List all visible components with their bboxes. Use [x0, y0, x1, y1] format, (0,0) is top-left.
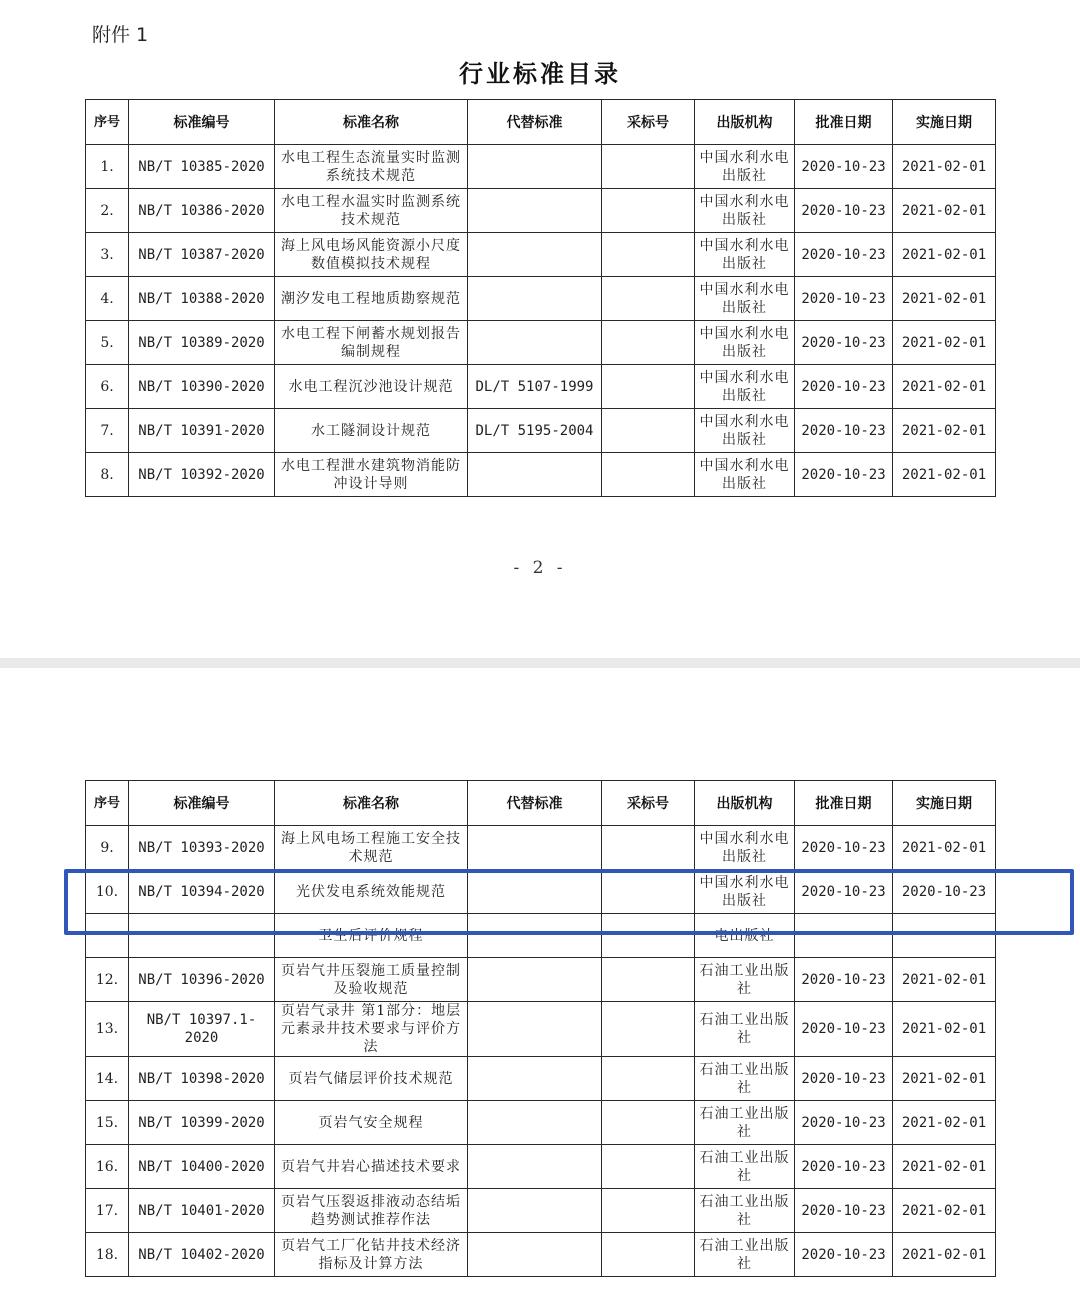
cell-publisher: 中国水利水电出版社 — [695, 321, 795, 365]
cell-replaced — [468, 321, 602, 365]
table-row — [86, 409, 996, 453]
table-row — [86, 1002, 996, 1057]
table-row — [86, 277, 996, 321]
cell-name: 潮汐发电工程地质勘察规范 — [275, 277, 468, 321]
header-publisher: 出版机构 — [695, 100, 795, 145]
cell-replaced — [468, 1101, 602, 1145]
table-row — [86, 1057, 996, 1101]
cell-adopted — [602, 1101, 695, 1145]
cell-code: NB/T 10391-2020 — [129, 409, 275, 453]
cell-implementation: 2021-02-01 — [893, 189, 996, 233]
header-name: 标准名称 — [275, 100, 468, 145]
standards-table-page-2 — [85, 780, 996, 1277]
cell-approval: 2020-10-23 — [795, 365, 893, 409]
cell-approval: 2020-10-23 — [795, 277, 893, 321]
cell-name: 海上风电场风能资源小尺度数值模拟技术规程 — [275, 233, 468, 277]
cell-adopted — [602, 233, 695, 277]
cell-code: NB/T 10390-2020 — [129, 365, 275, 409]
cell-implementation: 2021-02-01 — [893, 826, 996, 870]
cell-seq: 3. — [86, 233, 129, 277]
cell-name: 页岩气安全规程 — [275, 1101, 468, 1145]
cell-replaced: DL/T 5195-2004 — [468, 409, 602, 453]
cell-approval: 2020-10-23 — [795, 189, 893, 233]
cell-seq: 17. — [86, 1189, 129, 1233]
cell-adopted — [602, 958, 695, 1002]
cell-approval: 2020-10-23 — [795, 409, 893, 453]
cell-name: 水工隧洞设计规范 — [275, 409, 468, 453]
document-page-2 — [0, 668, 1080, 1312]
attachment-label: 附件 1 — [92, 24, 149, 46]
cell-approval: 2020-10-23 — [795, 958, 893, 1002]
cell-adopted — [602, 1189, 695, 1233]
cell-implementation: 2021-02-01 — [893, 1233, 996, 1277]
cell-replaced — [468, 1145, 602, 1189]
header-publisher: 出版机构 — [695, 781, 795, 826]
cell-name: 水电工程沉沙池设计规范 — [275, 365, 468, 409]
page-title: 行业标准目录 — [459, 60, 621, 88]
cell-name: 水电工程泄水建筑物消能防冲设计导则 — [275, 453, 468, 497]
cell-code: NB/T 10397.1-2020 — [129, 1002, 275, 1057]
standards-table-page-1 — [85, 99, 996, 497]
header-replaced: 代替标准 — [468, 781, 602, 826]
header-seq: 序号 — [86, 100, 129, 145]
cell-adopted — [602, 277, 695, 321]
cell-code: NB/T 10396-2020 — [129, 958, 275, 1002]
cell-adopted — [602, 1233, 695, 1277]
cell-implementation: 2021-02-01 — [893, 1145, 996, 1189]
header-implementation: 实施日期 — [893, 100, 996, 145]
cell-publisher: 中国水利水电出版社 — [695, 409, 795, 453]
cell-code: NB/T 10402-2020 — [129, 1233, 275, 1277]
cell-adopted — [602, 826, 695, 870]
cell-approval: 2020-10-23 — [795, 1189, 893, 1233]
table-header-row — [86, 781, 996, 826]
cell-publisher: 中国水利水电出版社 — [695, 277, 795, 321]
cell-publisher: 石油工业出版社 — [695, 1101, 795, 1145]
cell-approval: 2020-10-23 — [795, 1057, 893, 1101]
cell-seq: 7. — [86, 409, 129, 453]
cell-publisher: 中国水利水电出版社 — [695, 233, 795, 277]
cell-seq: 1. — [86, 145, 129, 189]
cell-name: 页岩气井岩心描述技术要求 — [275, 1145, 468, 1189]
cell-implementation: 2021-02-01 — [893, 233, 996, 277]
cell-approval: 2020-10-23 — [795, 870, 893, 914]
cell-replaced — [468, 277, 602, 321]
cell-code: NB/T 10394-2020 — [129, 870, 275, 914]
cell-code: NB/T 10400-2020 — [129, 1145, 275, 1189]
cell-publisher: 中国水利水电出版社 — [695, 453, 795, 497]
header-adopted: 采标号 — [602, 781, 695, 826]
cell-implementation: 2021-02-01 — [893, 453, 996, 497]
cell-code: NB/T 10389-2020 — [129, 321, 275, 365]
cell-name: 海上风电场工程施工安全技术规范 — [275, 826, 468, 870]
cell-implementation: 2021-02-01 — [893, 321, 996, 365]
cell-seq: 5. — [86, 321, 129, 365]
table-row — [86, 233, 996, 277]
header-approval: 批准日期 — [795, 781, 893, 826]
cell-publisher: 石油工业出版社 — [695, 1233, 795, 1277]
cell-publisher: 石油工业出版社 — [695, 958, 795, 1002]
cell-approval: 2020-10-23 — [795, 321, 893, 365]
cell-replaced — [468, 453, 602, 497]
cell-publisher: 中国水利水电出版社 — [695, 145, 795, 189]
cell-replaced — [468, 826, 602, 870]
cell-publisher: 石油工业出版社 — [695, 1189, 795, 1233]
header-adopted: 采标号 — [602, 100, 695, 145]
table-row — [86, 453, 996, 497]
cell-replaced — [468, 1057, 602, 1101]
cell-publisher: 中国水利水电出版社 — [695, 189, 795, 233]
cell-name: 页岩气工厂化钻井技术经济指标及计算方法 — [275, 1233, 468, 1277]
cell-name: 页岩气井压裂施工质量控制及验收规范 — [275, 958, 468, 1002]
cell-seq: 8. — [86, 453, 129, 497]
cell-publisher: 石油工业出版社 — [695, 1057, 795, 1101]
table-row — [86, 1189, 996, 1233]
cell-implementation: 2021-02-01 — [893, 1057, 996, 1101]
cell-approval: 2020-10-23 — [795, 233, 893, 277]
cell-approval: 2020-10-23 — [795, 1002, 893, 1057]
cell-replaced — [468, 145, 602, 189]
cell-replaced — [468, 1002, 602, 1057]
cell-implementation: 2021-02-01 — [893, 1002, 996, 1057]
cell-adopted — [602, 321, 695, 365]
cell-seq: 6. — [86, 365, 129, 409]
cell-implementation: 2021-02-01 — [893, 365, 996, 409]
cell-seq: 9. — [86, 826, 129, 870]
cell-replaced — [468, 1233, 602, 1277]
cell-seq: 14. — [86, 1057, 129, 1101]
cell-publisher: 中国水利水电出版社 — [695, 365, 795, 409]
cell-adopted — [602, 1057, 695, 1101]
header-name: 标准名称 — [275, 781, 468, 826]
header-code: 标准编号 — [129, 100, 275, 145]
cell-seq: 18. — [86, 1233, 129, 1277]
header-seq: 序号 — [86, 781, 129, 826]
cell-name: 页岩气储层评价技术规范 — [275, 1057, 468, 1101]
table-row — [86, 1101, 996, 1145]
cell-seq: 15. — [86, 1101, 129, 1145]
cell-publisher: 中国水利水电出版社 — [695, 870, 795, 914]
cell-approval: 2020-10-23 — [795, 145, 893, 189]
table-row — [86, 1233, 996, 1277]
table-row — [86, 189, 996, 233]
table-row — [86, 145, 996, 189]
cell-replaced — [468, 1189, 602, 1233]
cell-adopted — [602, 1002, 695, 1057]
cell-implementation: 2021-02-01 — [893, 958, 996, 1002]
cell-name: 水电工程下闸蓄水规划报告编制规程 — [275, 321, 468, 365]
page-number: - 2 - — [513, 558, 567, 578]
cell-seq: 2. — [86, 189, 129, 233]
cell-adopted — [602, 453, 695, 497]
table-row — [86, 321, 996, 365]
header-replaced: 代替标准 — [468, 100, 602, 145]
cell-code: NB/T 10387-2020 — [129, 233, 275, 277]
cell-code: NB/T 10401-2020 — [129, 1189, 275, 1233]
cell-name: 水电工程生态流量实时监测系统技术规范 — [275, 145, 468, 189]
cell-approval: 2020-10-23 — [795, 1233, 893, 1277]
cell-adopted — [602, 145, 695, 189]
cell-publisher: 中国水利水电出版社 — [695, 826, 795, 870]
cell-seq: 16. — [86, 1145, 129, 1189]
cell-seq: 13. — [86, 1002, 129, 1057]
cell-implementation: 2021-02-01 — [893, 277, 996, 321]
cell-implementation: 2021-02-01 — [893, 409, 996, 453]
cell-code: NB/T 10388-2020 — [129, 277, 275, 321]
cell-publisher: 石油工业出版社 — [695, 1002, 795, 1057]
table-row — [86, 365, 996, 409]
header-approval: 批准日期 — [795, 100, 893, 145]
cell-approval: 2020-10-23 — [795, 1145, 893, 1189]
cell-implementation: 2020-10-23 — [893, 870, 996, 914]
cell-approval: 2020-10-23 — [795, 826, 893, 870]
cell-code: NB/T 10392-2020 — [129, 453, 275, 497]
cell-replaced: DL/T 5107-1999 — [468, 365, 602, 409]
table-row — [86, 826, 996, 870]
cell-code: NB/T 10398-2020 — [129, 1057, 275, 1101]
table-header-row — [86, 100, 996, 145]
cell-code: NB/T 10399-2020 — [129, 1101, 275, 1145]
cell-name: 光伏发电系统效能规范 — [275, 870, 468, 914]
header-code: 标准编号 — [129, 781, 275, 826]
cell-replaced — [468, 189, 602, 233]
cell-name: 页岩气录井 第1部分：地层元素录井技术要求与评价方法 — [275, 1002, 468, 1057]
cell-name: 水电工程水温实时监测系统技术规范 — [275, 189, 468, 233]
header-implementation: 实施日期 — [893, 781, 996, 826]
cell-replaced — [468, 233, 602, 277]
cell-replaced — [468, 958, 602, 1002]
table-row — [86, 958, 996, 1002]
cell-adopted — [602, 365, 695, 409]
cell-approval: 2020-10-23 — [795, 1101, 893, 1145]
cell-name: 卫生后评价规程 — [275, 914, 468, 958]
cell-name: 页岩气压裂返排液动态结垢趋势测试推荐作法 — [275, 1189, 468, 1233]
cell-implementation: 2021-02-01 — [893, 1101, 996, 1145]
cell-seq: 10. — [86, 870, 129, 914]
cell-code: NB/T 10393-2020 — [129, 826, 275, 870]
cell-adopted — [602, 189, 695, 233]
cell-seq: 4. — [86, 277, 129, 321]
cell-seq: 12. — [86, 958, 129, 1002]
cell-publisher: 电出版社 — [695, 914, 795, 958]
cell-code: NB/T 10386-2020 — [129, 189, 275, 233]
cell-adopted — [602, 1145, 695, 1189]
cell-implementation: 2021-02-01 — [893, 1189, 996, 1233]
highlight-annotation-box — [64, 869, 1074, 935]
table-row — [86, 1145, 996, 1189]
cell-implementation: 2021-02-01 — [893, 145, 996, 189]
cell-code: NB/T 10385-2020 — [129, 145, 275, 189]
cell-publisher: 石油工业出版社 — [695, 1145, 795, 1189]
cell-adopted — [602, 409, 695, 453]
cell-approval: 2020-10-23 — [795, 453, 893, 497]
